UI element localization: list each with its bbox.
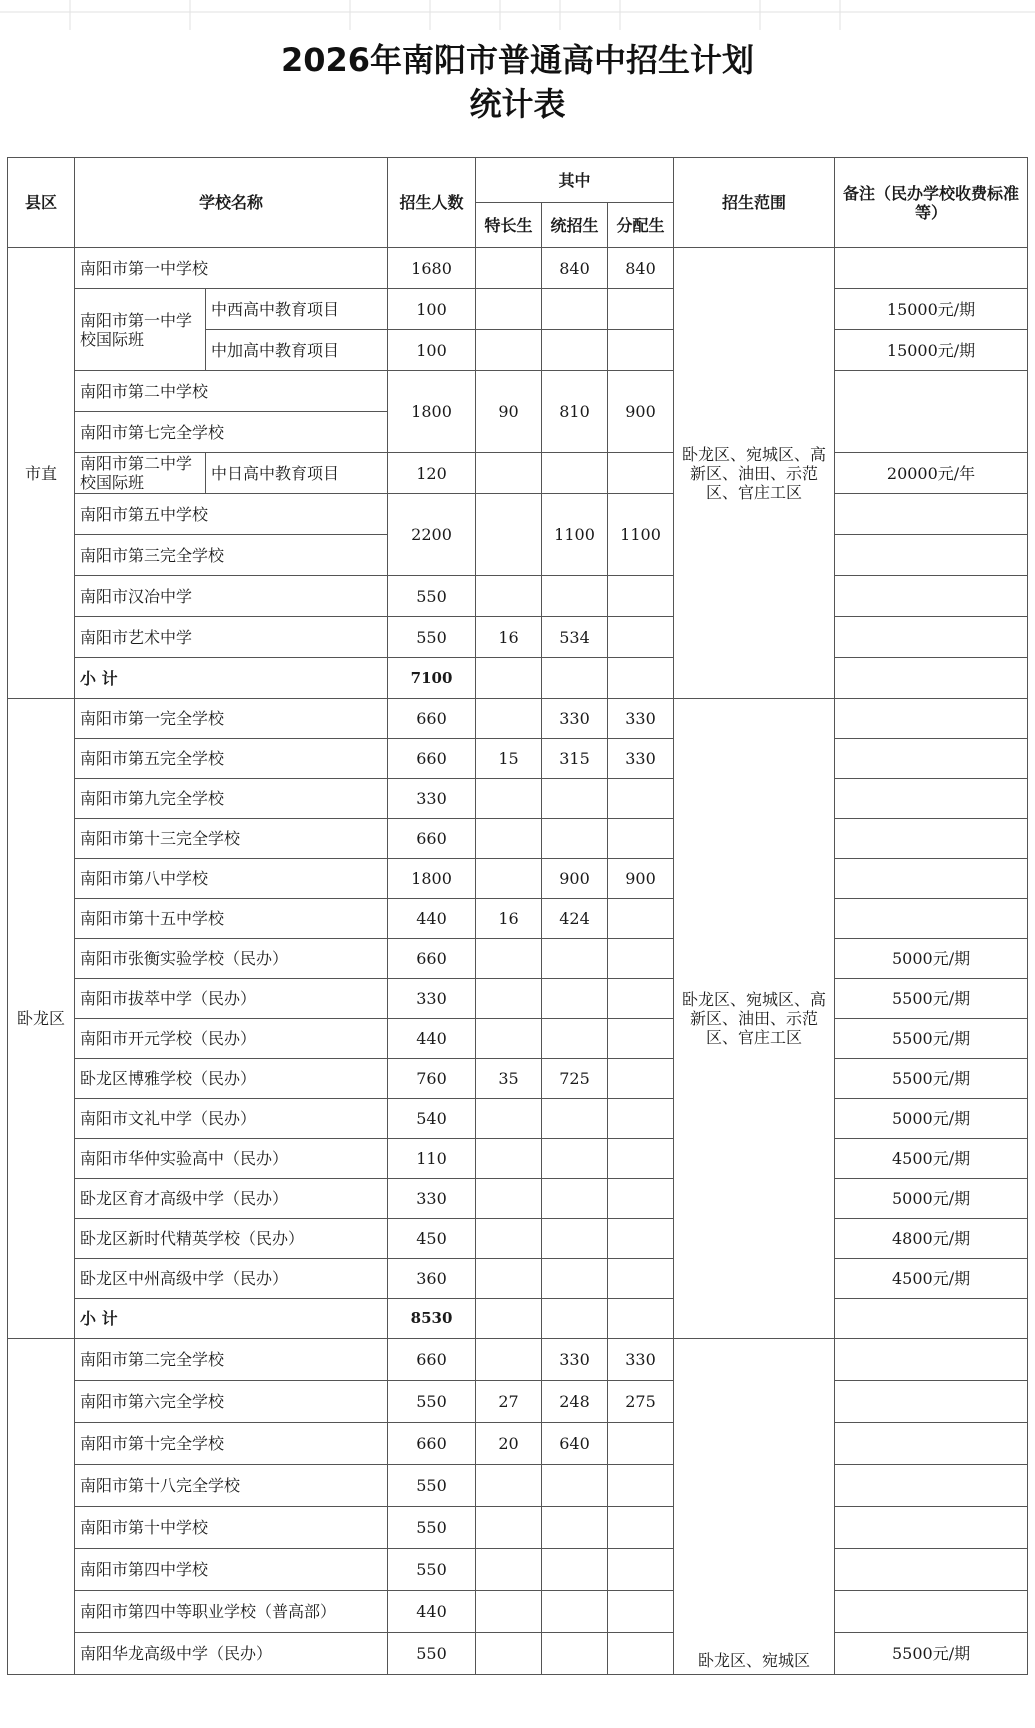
note-cell — [835, 1549, 1028, 1591]
allocated-cell: 1100 — [608, 494, 674, 576]
header-school-name: 学校名称 — [75, 158, 388, 248]
table-row — [8, 1139, 1028, 1179]
unified-cell — [542, 453, 608, 494]
allocated-cell — [608, 1465, 674, 1507]
table-row — [8, 1633, 1028, 1675]
unified-cell — [542, 1139, 608, 1179]
school-name: 南阳市第三完全学校 — [75, 535, 388, 576]
special-cell — [476, 1549, 542, 1591]
unified-cell — [542, 979, 608, 1019]
note-cell: 15000元/期 — [835, 330, 1028, 371]
school-name: 南阳市开元学校（民办） — [75, 1019, 388, 1059]
note-cell — [835, 371, 1028, 453]
allocated-cell — [608, 1019, 674, 1059]
note-cell — [835, 699, 1028, 739]
note-cell: 20000元/年 — [835, 453, 1028, 494]
unified-cell — [542, 1219, 608, 1259]
table-row — [8, 1507, 1028, 1549]
enroll-cell: 2200 — [388, 494, 476, 576]
special-cell — [476, 1591, 542, 1633]
enroll-cell: 550 — [388, 576, 476, 617]
allocated-cell — [608, 939, 674, 979]
enroll-cell: 330 — [388, 979, 476, 1019]
school-name: 南阳市第八中学校 — [75, 859, 388, 899]
note-cell — [835, 739, 1028, 779]
unified-cell — [542, 939, 608, 979]
enroll-cell: 360 — [388, 1259, 476, 1299]
table-row — [8, 453, 1028, 494]
school-name: 卧龙区育才高级中学（民办） — [75, 1179, 388, 1219]
header-enrollment: 招生人数 — [388, 158, 476, 248]
special-cell — [476, 1179, 542, 1219]
school-name: 南阳市第十五中学校 — [75, 899, 388, 939]
note-cell: 5500元/期 — [835, 1633, 1028, 1675]
allocated-cell — [608, 658, 674, 699]
enroll-cell: 100 — [388, 330, 476, 371]
table-row — [8, 1179, 1028, 1219]
special-cell — [476, 939, 542, 979]
project-name: 中加高中教育项目 — [206, 330, 388, 371]
table-row — [8, 371, 1028, 412]
school-name: 南阳市第四中学校 — [75, 1549, 388, 1591]
table-row — [8, 1259, 1028, 1299]
note-cell: 5000元/期 — [835, 1179, 1028, 1219]
special-cell — [476, 779, 542, 819]
unified-cell: 315 — [542, 739, 608, 779]
note-cell: 15000元/期 — [835, 289, 1028, 330]
unified-cell: 725 — [542, 1059, 608, 1099]
allocated-cell — [608, 1549, 674, 1591]
table-row — [8, 979, 1028, 1019]
subtotal-enroll: 7100 — [388, 658, 476, 699]
school-group-name: 南阳市第二中学校国际班 — [75, 453, 206, 494]
enroll-cell: 330 — [388, 779, 476, 819]
note-cell — [835, 1381, 1028, 1423]
allocated-cell — [608, 819, 674, 859]
special-cell — [476, 819, 542, 859]
unified-cell — [542, 330, 608, 371]
enroll-cell: 450 — [388, 1219, 476, 1259]
special-cell — [476, 1465, 542, 1507]
school-name: 南阳市文礼中学（民办） — [75, 1099, 388, 1139]
enroll-cell: 660 — [388, 1339, 476, 1381]
county-cell: 卧龙区 — [8, 699, 75, 1339]
note-cell — [835, 535, 1028, 576]
special-cell — [476, 289, 542, 330]
note-cell: 4500元/期 — [835, 1139, 1028, 1179]
school-name: 南阳市第九完全学校 — [75, 779, 388, 819]
unified-cell: 424 — [542, 899, 608, 939]
school-name: 南阳市拔萃中学（民办） — [75, 979, 388, 1019]
unified-cell: 330 — [542, 1339, 608, 1381]
unified-cell: 810 — [542, 371, 608, 453]
school-name: 南阳市张衡实验学校（民办） — [75, 939, 388, 979]
enroll-cell: 760 — [388, 1059, 476, 1099]
allocated-cell — [608, 1423, 674, 1465]
subtotal-enroll: 8530 — [388, 1299, 476, 1339]
special-cell — [476, 576, 542, 617]
unified-cell — [542, 1179, 608, 1219]
table-row — [8, 1465, 1028, 1507]
unified-cell — [542, 658, 608, 699]
header-county: 县区 — [8, 158, 75, 248]
subtotal-label: 小 计 — [75, 1299, 388, 1339]
allocated-cell — [608, 576, 674, 617]
special-cell — [476, 859, 542, 899]
special-cell: 16 — [476, 899, 542, 939]
note-cell — [835, 819, 1028, 859]
allocated-cell — [608, 1299, 674, 1339]
allocated-cell: 330 — [608, 699, 674, 739]
unified-cell — [542, 819, 608, 859]
enroll-cell: 440 — [388, 1591, 476, 1633]
special-cell — [476, 658, 542, 699]
note-cell — [835, 494, 1028, 535]
note-cell — [835, 576, 1028, 617]
unified-cell — [542, 576, 608, 617]
allocated-cell — [608, 1633, 674, 1675]
special-cell — [476, 330, 542, 371]
header-range: 招生范围 — [674, 158, 835, 248]
subtotal-row — [8, 658, 1028, 699]
unified-cell — [542, 1299, 608, 1339]
unified-cell — [542, 1549, 608, 1591]
allocated-cell — [608, 899, 674, 939]
allocated-cell: 840 — [608, 248, 674, 289]
unified-cell: 900 — [542, 859, 608, 899]
school-name: 南阳市第六完全学校 — [75, 1381, 388, 1423]
enroll-cell: 1800 — [388, 371, 476, 453]
subtotal-row — [8, 1299, 1028, 1339]
table-row — [8, 576, 1028, 617]
unified-cell: 840 — [542, 248, 608, 289]
allocated-cell — [608, 453, 674, 494]
header-allocated: 分配生 — [608, 203, 674, 248]
note-cell — [835, 1339, 1028, 1381]
note-cell — [835, 1507, 1028, 1549]
note-cell: 5500元/期 — [835, 979, 1028, 1019]
allocated-cell — [608, 1591, 674, 1633]
table-row — [8, 494, 1028, 535]
unified-cell — [542, 1019, 608, 1059]
school-name: 南阳市第十八完全学校 — [75, 1465, 388, 1507]
enroll-cell: 330 — [388, 1179, 476, 1219]
unified-cell — [542, 1591, 608, 1633]
note-cell — [835, 658, 1028, 699]
special-cell — [476, 1339, 542, 1381]
enroll-cell: 120 — [388, 453, 476, 494]
school-name: 南阳市第二完全学校 — [75, 1339, 388, 1381]
table-row — [8, 859, 1028, 899]
special-cell — [476, 1219, 542, 1259]
note-cell: 5000元/期 — [835, 939, 1028, 979]
enroll-cell: 550 — [388, 1507, 476, 1549]
enroll-cell: 110 — [388, 1139, 476, 1179]
school-name: 南阳市第十中学校 — [75, 1507, 388, 1549]
special-cell — [476, 979, 542, 1019]
allocated-cell — [608, 1507, 674, 1549]
allocated-cell — [608, 1219, 674, 1259]
unified-cell: 248 — [542, 1381, 608, 1423]
special-cell: 15 — [476, 739, 542, 779]
allocated-cell: 330 — [608, 1339, 674, 1381]
table-row — [8, 1591, 1028, 1633]
table-row — [8, 899, 1028, 939]
school-name: 南阳市艺术中学 — [75, 617, 388, 658]
special-cell: 16 — [476, 617, 542, 658]
note-cell — [835, 1423, 1028, 1465]
header-special: 特长生 — [476, 203, 542, 248]
school-name: 南阳市第二中学校 — [75, 371, 388, 412]
school-name: 南阳市第一中学校 — [75, 248, 388, 289]
unified-cell — [542, 1465, 608, 1507]
table-row — [8, 289, 1028, 330]
allocated-cell: 900 — [608, 371, 674, 453]
school-name: 南阳市第四中等职业学校（普高部） — [75, 1591, 388, 1633]
special-cell: 35 — [476, 1059, 542, 1099]
school-name: 卧龙区中州高级中学（民办） — [75, 1259, 388, 1299]
table-row — [8, 939, 1028, 979]
allocated-cell — [608, 979, 674, 1019]
allocated-cell — [608, 330, 674, 371]
note-cell: 5000元/期 — [835, 1099, 1028, 1139]
note-cell — [835, 248, 1028, 289]
special-cell: 20 — [476, 1423, 542, 1465]
table-row — [8, 1219, 1028, 1259]
special-cell — [476, 1139, 542, 1179]
special-cell — [476, 453, 542, 494]
table-row — [8, 819, 1028, 859]
unified-cell — [542, 1259, 608, 1299]
special-cell — [476, 1507, 542, 1549]
allocated-cell — [608, 289, 674, 330]
table-row — [8, 1059, 1028, 1099]
allocated-cell — [608, 1059, 674, 1099]
county-cell: 市直 — [8, 248, 75, 699]
unified-cell — [542, 289, 608, 330]
allocated-cell — [608, 779, 674, 819]
note-cell — [835, 1465, 1028, 1507]
county-cell — [8, 1339, 75, 1675]
table-row — [8, 699, 1028, 739]
allocated-cell: 275 — [608, 1381, 674, 1423]
unified-cell: 1100 — [542, 494, 608, 576]
allocated-cell: 330 — [608, 739, 674, 779]
range-cell: 卧龙区、宛城区、高新区、油田、示范区、官庄工区 — [674, 248, 835, 699]
special-cell: 90 — [476, 371, 542, 453]
allocated-cell — [608, 1139, 674, 1179]
enroll-cell: 660 — [388, 819, 476, 859]
special-cell — [476, 1259, 542, 1299]
project-name: 中西高中教育项目 — [206, 289, 388, 330]
table-row — [8, 1019, 1028, 1059]
allocated-cell — [608, 1099, 674, 1139]
enroll-cell: 550 — [388, 1465, 476, 1507]
enroll-cell: 550 — [388, 1381, 476, 1423]
note-cell — [835, 1299, 1028, 1339]
header-of-which: 其中 — [476, 158, 674, 203]
enroll-cell: 440 — [388, 899, 476, 939]
allocated-cell: 900 — [608, 859, 674, 899]
subtotal-label: 小 计 — [75, 658, 388, 699]
special-cell — [476, 1019, 542, 1059]
enroll-cell: 550 — [388, 1549, 476, 1591]
school-name: 南阳市第十三完全学校 — [75, 819, 388, 859]
enroll-cell: 660 — [388, 699, 476, 739]
note-cell: 4500元/期 — [835, 1259, 1028, 1299]
enroll-cell: 540 — [388, 1099, 476, 1139]
table-row — [8, 248, 1028, 289]
school-name: 南阳市第五中学校 — [75, 494, 388, 535]
special-cell — [476, 248, 542, 289]
enroll-cell: 550 — [388, 617, 476, 658]
enroll-cell: 1800 — [388, 859, 476, 899]
table-row — [8, 1339, 1028, 1381]
unified-cell — [542, 1633, 608, 1675]
range-cell: 卧龙区、宛城区、高新区、油田、示范区、官庄工区 — [674, 699, 835, 1339]
table-row — [8, 617, 1028, 658]
note-cell — [835, 859, 1028, 899]
enroll-cell: 1680 — [388, 248, 476, 289]
special-cell — [476, 494, 542, 576]
unified-cell — [542, 779, 608, 819]
note-cell — [835, 1591, 1028, 1633]
school-name: 卧龙区新时代精英学校（民办） — [75, 1219, 388, 1259]
note-cell — [835, 617, 1028, 658]
special-cell — [476, 1099, 542, 1139]
school-name: 南阳市第七完全学校 — [75, 412, 388, 453]
document-subtitle: 统计表 — [469, 85, 566, 123]
school-group-name: 南阳市第一中学校国际班 — [75, 289, 206, 371]
unified-cell: 330 — [542, 699, 608, 739]
school-name: 南阳市汉冶中学 — [75, 576, 388, 617]
enroll-cell: 660 — [388, 1423, 476, 1465]
enroll-cell: 440 — [388, 1019, 476, 1059]
special-cell — [476, 1633, 542, 1675]
enroll-cell: 660 — [388, 939, 476, 979]
note-cell: 4800元/期 — [835, 1219, 1028, 1259]
enroll-cell: 550 — [388, 1633, 476, 1675]
unified-cell — [542, 1099, 608, 1139]
header-unified: 统招生 — [542, 203, 608, 248]
school-name: 南阳市第十完全学校 — [75, 1423, 388, 1465]
special-cell — [476, 1299, 542, 1339]
school-name: 南阳华龙高级中学（民办） — [75, 1633, 388, 1675]
special-cell — [476, 699, 542, 739]
school-name: 南阳市第一完全学校 — [75, 699, 388, 739]
note-cell — [835, 779, 1028, 819]
school-name: 南阳市华仲实验高中（民办） — [75, 1139, 388, 1179]
table-row — [8, 1381, 1028, 1423]
project-name: 中日高中教育项目 — [206, 453, 388, 494]
table-row — [8, 779, 1028, 819]
enroll-cell: 660 — [388, 739, 476, 779]
table-row — [8, 1423, 1028, 1465]
unified-cell — [542, 1507, 608, 1549]
table-row — [8, 1549, 1028, 1591]
unified-cell: 640 — [542, 1423, 608, 1465]
table-row — [8, 1099, 1028, 1139]
unified-cell: 534 — [542, 617, 608, 658]
note-cell: 5500元/期 — [835, 1059, 1028, 1099]
special-cell: 27 — [476, 1381, 542, 1423]
range-cell: 卧龙区、宛城区 — [674, 1339, 835, 1675]
note-cell — [835, 899, 1028, 939]
allocated-cell — [608, 617, 674, 658]
school-name: 南阳市第五完全学校 — [75, 739, 388, 779]
table-row — [8, 739, 1028, 779]
note-cell: 5500元/期 — [835, 1019, 1028, 1059]
school-name: 卧龙区博雅学校（民办） — [75, 1059, 388, 1099]
header-note: 备注（民办学校收费标准等） — [835, 158, 1028, 248]
enroll-cell: 100 — [388, 289, 476, 330]
allocated-cell — [608, 1259, 674, 1299]
enrollment-plan-table — [7, 157, 1028, 1675]
allocated-cell — [608, 1179, 674, 1219]
document-title: 2026年南阳市普通高中招生计划 — [280, 41, 755, 79]
